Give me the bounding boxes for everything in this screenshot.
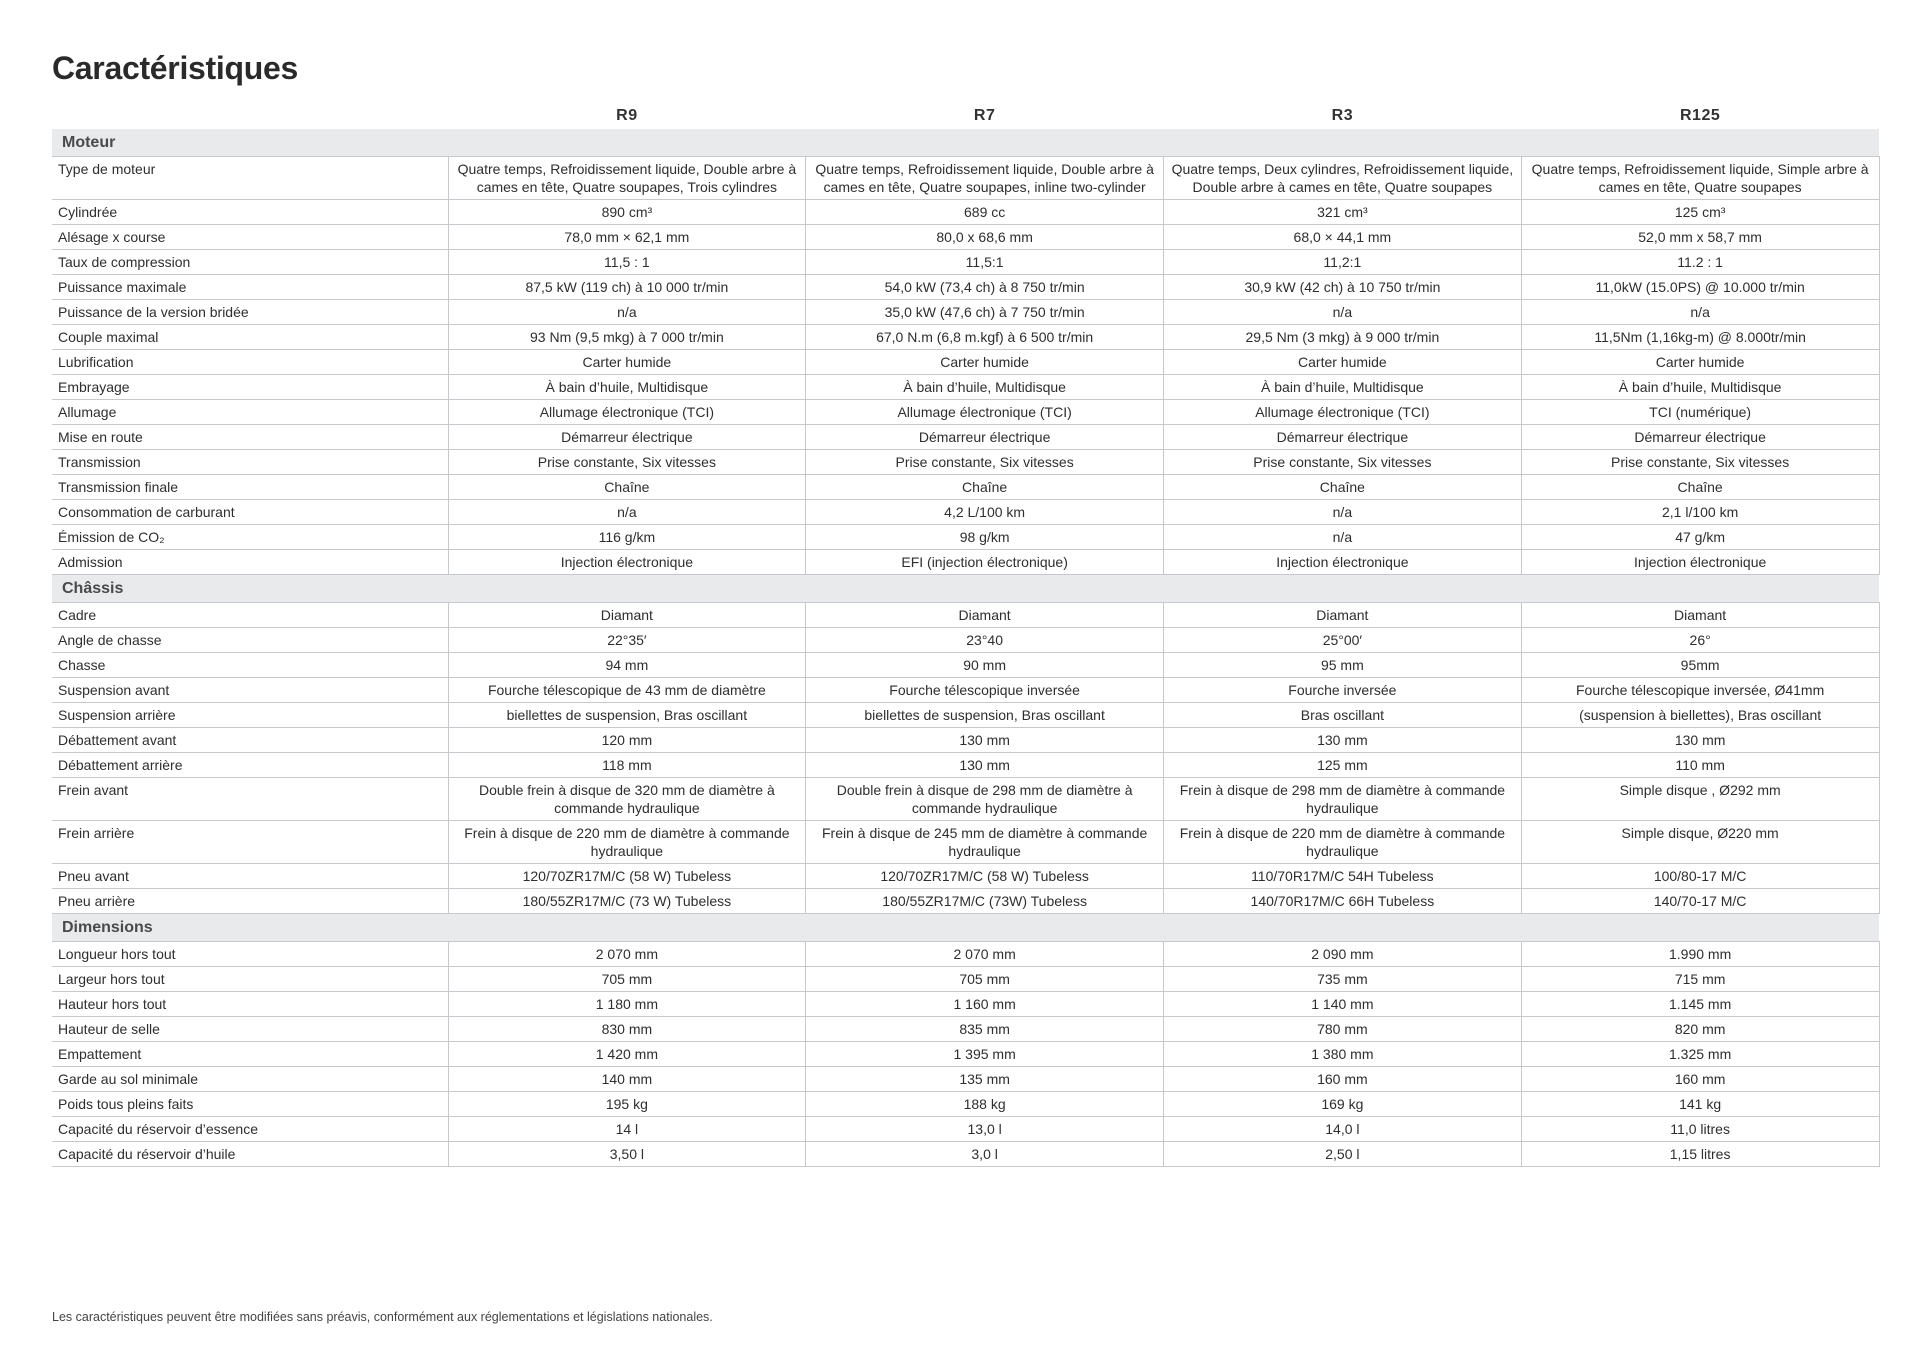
spec-value: Prise constante, Six vitesses (806, 450, 1164, 475)
spec-value: 95 mm (1164, 653, 1522, 678)
table-row (52, 1042, 1879, 1067)
spec-value: 180/55ZR17M/C (73 W) Tubeless (448, 889, 806, 914)
spec-label: Capacité du réservoir d’huile (52, 1142, 448, 1167)
spec-label: Suspension arrière (52, 703, 448, 728)
section-title: Moteur (52, 129, 1879, 157)
spec-value: n/a (1521, 300, 1879, 325)
spec-value: 830 mm (448, 1017, 806, 1042)
spec-value: 29,5 Nm (3 mkg) à 9 000 tr/min (1164, 325, 1522, 350)
spec-label: Hauteur hors tout (52, 992, 448, 1017)
spec-value: 160 mm (1164, 1067, 1522, 1092)
table-row (52, 753, 1879, 778)
spec-value: Démarreur électrique (448, 425, 806, 450)
section-header-row (52, 129, 1879, 157)
spec-value: 30,9 kW (42 ch) à 10 750 tr/min (1164, 275, 1522, 300)
spec-value: Carter humide (806, 350, 1164, 375)
spec-value: Quatre temps, Deux cylindres, Refroidissement liquide, Double arbre à cames en tête, Quatre soupapes (1164, 157, 1522, 200)
spec-value: 68,0 × 44,1 mm (1164, 225, 1522, 250)
spec-value: Injection électronique (1521, 550, 1879, 575)
spec-label: Émission de CO₂ (52, 525, 448, 550)
spec-value: 11,2:1 (1164, 250, 1522, 275)
spec-value: 135 mm (806, 1067, 1164, 1092)
spec-value: À bain d’huile, Multidisque (806, 375, 1164, 400)
spec-value: Frein à disque de 245 mm de diamètre à commande hydraulique (806, 821, 1164, 864)
spec-label: Garde au sol minimale (52, 1067, 448, 1092)
spec-value: 1 140 mm (1164, 992, 1522, 1017)
spec-value: 67,0 N.m (6,8 m.kgf) à 6 500 tr/min (806, 325, 1164, 350)
spec-label: Consommation de carburant (52, 500, 448, 525)
spec-label: Largeur hors tout (52, 967, 448, 992)
spec-label: Frein arrière (52, 821, 448, 864)
table-row (52, 967, 1879, 992)
spec-value: Fourche télescopique de 43 mm de diamètre (448, 678, 806, 703)
spec-label: Puissance maximale (52, 275, 448, 300)
spec-value: 125 cm³ (1521, 200, 1879, 225)
spec-value: 705 mm (448, 967, 806, 992)
spec-value: 3,0 l (806, 1142, 1164, 1167)
spec-value: 14,0 l (1164, 1117, 1522, 1142)
table-row (52, 300, 1879, 325)
spec-value: 130 mm (806, 753, 1164, 778)
table-row (52, 992, 1879, 1017)
spec-value: 188 kg (806, 1092, 1164, 1117)
spec-value: Bras oscillant (1164, 703, 1522, 728)
spec-value: 160 mm (1521, 1067, 1879, 1092)
table-row (52, 325, 1879, 350)
spec-value: biellettes de suspension, Bras oscillant (806, 703, 1164, 728)
table-row (52, 628, 1879, 653)
spec-label: Embrayage (52, 375, 448, 400)
spec-value: EFI (injection électronique) (806, 550, 1164, 575)
model-header: R125 (1680, 107, 1721, 124)
spec-value: Chaîne (1164, 475, 1522, 500)
spec-value: Double frein à disque de 320 mm de diamètre à commande hydraulique (448, 778, 806, 821)
spec-value: Quatre temps, Refroidissement liquide, Double arbre à cames en tête, Quatre soupapes, inline two-cylinder (806, 157, 1164, 200)
spec-value: 1.990 mm (1521, 942, 1879, 967)
spec-value: 11,0kW (15.0PS) @ 10.000 tr/min (1521, 275, 1879, 300)
header-blank (52, 103, 448, 129)
spec-value: Chaîne (448, 475, 806, 500)
spec-value: Frein à disque de 298 mm de diamètre à commande hydraulique (1164, 778, 1522, 821)
spec-body (52, 129, 1879, 1167)
spec-label: Débattement arrière (52, 753, 448, 778)
spec-value: Simple disque, Ø220 mm (1521, 821, 1879, 864)
spec-value: Carter humide (1521, 350, 1879, 375)
model-header-row (52, 103, 1879, 129)
table-row (52, 653, 1879, 678)
spec-value: 1.145 mm (1521, 992, 1879, 1017)
spec-value: 26° (1521, 628, 1879, 653)
spec-value: 321 cm³ (1164, 200, 1522, 225)
spec-value: 2,1 l/100 km (1521, 500, 1879, 525)
table-row (52, 1117, 1879, 1142)
spec-label: Empattement (52, 1042, 448, 1067)
spec-value: Fourche télescopique inversée (806, 678, 1164, 703)
section-header-row (52, 575, 1879, 603)
spec-value: 140/70R17M/C 66H Tubeless (1164, 889, 1522, 914)
spec-value: 141 kg (1521, 1092, 1879, 1117)
spec-value: 11,0 litres (1521, 1117, 1879, 1142)
spec-label: Poids tous pleins faits (52, 1092, 448, 1117)
spec-label: Type de moteur (52, 157, 448, 200)
model-header: R3 (1331, 107, 1354, 124)
spec-value: Diamant (1164, 603, 1522, 628)
spec-value: 1 160 mm (806, 992, 1164, 1017)
table-row (52, 400, 1879, 425)
table-row (52, 728, 1879, 753)
spec-value: 715 mm (1521, 967, 1879, 992)
spec-value: TCI (numérique) (1521, 400, 1879, 425)
spec-label: Taux de compression (52, 250, 448, 275)
spec-label: Frein avant (52, 778, 448, 821)
spec-value: À bain d’huile, Multidisque (1521, 375, 1879, 400)
spec-label: Capacité du réservoir d’essence (52, 1117, 448, 1142)
spec-value: 169 kg (1164, 1092, 1522, 1117)
spec-value: 2,50 l (1164, 1142, 1522, 1167)
spec-label: Hauteur de selle (52, 1017, 448, 1042)
spec-value: Diamant (806, 603, 1164, 628)
spec-label: Puissance de la version bridée (52, 300, 448, 325)
spec-value: Chaîne (806, 475, 1164, 500)
spec-value: 4,2 L/100 km (806, 500, 1164, 525)
spec-value: À bain d’huile, Multidisque (1164, 375, 1522, 400)
spec-value: 47 g/km (1521, 525, 1879, 550)
spec-value: 116 g/km (448, 525, 806, 550)
spec-value: Quatre temps, Refroidissement liquide, Simple arbre à cames en tête, Quatre soupapes (1521, 157, 1879, 200)
spec-value: 118 mm (448, 753, 806, 778)
spec-value: 1 180 mm (448, 992, 806, 1017)
spec-value: 87,5 kW (119 ch) à 10 000 tr/min (448, 275, 806, 300)
spec-label: Chasse (52, 653, 448, 678)
spec-value: Démarreur électrique (1164, 425, 1522, 450)
table-row (52, 157, 1879, 200)
table-row (52, 1092, 1879, 1117)
spec-value: 180/55ZR17M/C (73W) Tubeless (806, 889, 1164, 914)
spec-value: Double frein à disque de 298 mm de diamètre à commande hydraulique (806, 778, 1164, 821)
table-row (52, 475, 1879, 500)
spec-value: 2 070 mm (448, 942, 806, 967)
spec-label: Pneu avant (52, 864, 448, 889)
spec-label: Cadre (52, 603, 448, 628)
spec-value: 1 380 mm (1164, 1042, 1522, 1067)
spec-value: À bain d’huile, Multidisque (448, 375, 806, 400)
table-row (52, 425, 1879, 450)
spec-value: 14 l (448, 1117, 806, 1142)
spec-value: Fourche inversée (1164, 678, 1522, 703)
spec-value: 13,0 l (806, 1117, 1164, 1142)
table-row (52, 821, 1879, 864)
spec-label: Allumage (52, 400, 448, 425)
table-row (52, 889, 1879, 914)
spec-value: 130 mm (1521, 728, 1879, 753)
spec-value: 90 mm (806, 653, 1164, 678)
spec-value: 110/70R17M/C 54H Tubeless (1164, 864, 1522, 889)
spec-value: Frein à disque de 220 mm de diamètre à commande hydraulique (1164, 821, 1522, 864)
spec-value: 11,5Nm (1,16kg-m) @ 8.000tr/min (1521, 325, 1879, 350)
spec-value: 35,0 kW (47,6 ch) à 7 750 tr/min (806, 300, 1164, 325)
spec-label: Alésage x course (52, 225, 448, 250)
spec-value: biellettes de suspension, Bras oscillant (448, 703, 806, 728)
spec-value: 80,0 x 68,6 mm (806, 225, 1164, 250)
table-row (52, 525, 1879, 550)
spec-value: 52,0 mm x 58,7 mm (1521, 225, 1879, 250)
spec-value: n/a (448, 300, 806, 325)
spec-value: 3,50 l (448, 1142, 806, 1167)
spec-value: Frein à disque de 220 mm de diamètre à commande hydraulique (448, 821, 806, 864)
footnote: Les caractéristiques peuvent être modifiées sans préavis, conformément aux réglementations et législations nationales. (52, 1310, 713, 1324)
table-row (52, 942, 1879, 967)
spec-value: Injection électronique (448, 550, 806, 575)
spec-value: Allumage électronique (TCI) (806, 400, 1164, 425)
spec-value: Démarreur électrique (1521, 425, 1879, 450)
table-row (52, 778, 1879, 821)
spec-value: (suspension à biellettes), Bras oscillant (1521, 703, 1879, 728)
page-title: Caractéristiques (52, 50, 298, 86)
table-row (52, 703, 1879, 728)
spec-value: 120 mm (448, 728, 806, 753)
table-row (52, 500, 1879, 525)
spec-value: Prise constante, Six vitesses (448, 450, 806, 475)
spec-value: 1 420 mm (448, 1042, 806, 1067)
spec-value: 93 Nm (9,5 mkg) à 7 000 tr/min (448, 325, 806, 350)
spec-value: 22°35′ (448, 628, 806, 653)
spec-value: 689 cc (806, 200, 1164, 225)
spec-label: Cylindrée (52, 200, 448, 225)
spec-value: n/a (1164, 525, 1522, 550)
spec-value: 23°40 (806, 628, 1164, 653)
table-row (52, 1067, 1879, 1092)
spec-label: Pneu arrière (52, 889, 448, 914)
section-title: Châssis (52, 575, 1879, 603)
table-row (52, 225, 1879, 250)
spec-value: Quatre temps, Refroidissement liquide, Double arbre à cames en tête, Quatre soupapes, Trois cylindres (448, 157, 806, 200)
spec-value: Chaîne (1521, 475, 1879, 500)
spec-value: 140/70-17 M/C (1521, 889, 1879, 914)
table-row (52, 678, 1879, 703)
spec-value: Démarreur électrique (806, 425, 1164, 450)
table-row (52, 864, 1879, 889)
spec-value: 735 mm (1164, 967, 1522, 992)
spec-value: 2 090 mm (1164, 942, 1522, 967)
spec-value: 130 mm (1164, 728, 1522, 753)
spec-value: Prise constante, Six vitesses (1521, 450, 1879, 475)
spec-value: 110 mm (1521, 753, 1879, 778)
spec-label: Suspension avant (52, 678, 448, 703)
spec-value: 780 mm (1164, 1017, 1522, 1042)
spec-label: Transmission (52, 450, 448, 475)
spec-label: Transmission finale (52, 475, 448, 500)
spec-value: 95mm (1521, 653, 1879, 678)
spec-label: Longueur hors tout (52, 942, 448, 967)
spec-value: 98 g/km (806, 525, 1164, 550)
spec-value: 195 kg (448, 1092, 806, 1117)
spec-value: Allumage électronique (TCI) (1164, 400, 1522, 425)
spec-value: Carter humide (448, 350, 806, 375)
table-row (52, 375, 1879, 400)
spec-value: 1,15 litres (1521, 1142, 1879, 1167)
spec-value: Carter humide (1164, 350, 1522, 375)
spec-value: Allumage électronique (TCI) (448, 400, 806, 425)
spec-value: 11.2 : 1 (1521, 250, 1879, 275)
section-header-row (52, 914, 1879, 942)
spec-value: 100/80-17 M/C (1521, 864, 1879, 889)
table-row (52, 1017, 1879, 1042)
spec-value: 11,5 : 1 (448, 250, 806, 275)
table-row (52, 200, 1879, 225)
spec-value: 2 070 mm (806, 942, 1164, 967)
spec-value: Prise constante, Six vitesses (1164, 450, 1522, 475)
spec-label: Débattement avant (52, 728, 448, 753)
spec-value: 25°00′ (1164, 628, 1522, 653)
spec-value: Simple disque , Ø292 mm (1521, 778, 1879, 821)
table-row (52, 603, 1879, 628)
spec-value: 125 mm (1164, 753, 1522, 778)
table-row (52, 350, 1879, 375)
spec-label: Couple maximal (52, 325, 448, 350)
spec-value: n/a (448, 500, 806, 525)
spec-value: 78,0 mm × 62,1 mm (448, 225, 806, 250)
table-row (52, 250, 1879, 275)
spec-label: Angle de chasse (52, 628, 448, 653)
spec-value: Diamant (1521, 603, 1879, 628)
spec-value: 11,5:1 (806, 250, 1164, 275)
spec-value: 1 395 mm (806, 1042, 1164, 1067)
model-header: R7 (973, 107, 996, 124)
spec-value: 1.325 mm (1521, 1042, 1879, 1067)
table-row (52, 550, 1879, 575)
spec-label: Lubrification (52, 350, 448, 375)
spec-label: Admission (52, 550, 448, 575)
spec-value: 890 cm³ (448, 200, 806, 225)
spec-value: n/a (1164, 300, 1522, 325)
spec-value: 94 mm (448, 653, 806, 678)
spec-value: 820 mm (1521, 1017, 1879, 1042)
spec-value: 130 mm (806, 728, 1164, 753)
spec-value: 140 mm (448, 1067, 806, 1092)
spec-value: n/a (1164, 500, 1522, 525)
model-header: R9 (616, 107, 638, 124)
spec-value: 120/70ZR17M/C (58 W) Tubeless (448, 864, 806, 889)
section-title: Dimensions (52, 914, 1879, 942)
table-row (52, 275, 1879, 300)
spec-value: 705 mm (806, 967, 1164, 992)
spec-value: 120/70ZR17M/C (58 W) Tubeless (806, 864, 1164, 889)
table-row (52, 450, 1879, 475)
spec-label: Mise en route (52, 425, 448, 450)
spec-value: Fourche télescopique inversée, Ø41mm (1521, 678, 1879, 703)
spec-table (52, 103, 1880, 1167)
spec-value: Injection électronique (1164, 550, 1522, 575)
spec-value: Diamant (448, 603, 806, 628)
spec-value: 835 mm (806, 1017, 1164, 1042)
spec-value: 54,0 kW (73,4 ch) à 8 750 tr/min (806, 275, 1164, 300)
table-row (52, 1142, 1879, 1167)
